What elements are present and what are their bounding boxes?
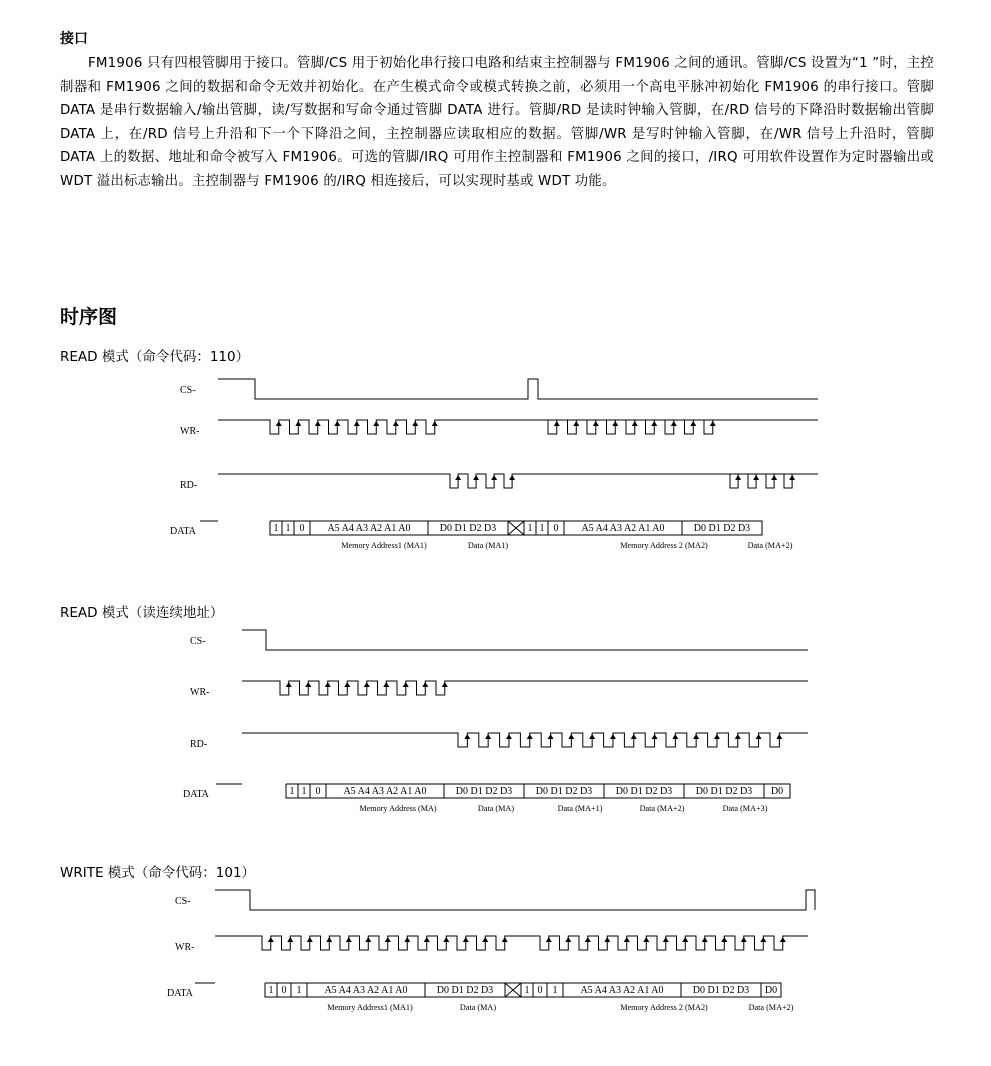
- clock-waveform-rd-arrow: [589, 734, 595, 739]
- data-row-cell-label: 1: [524, 985, 530, 996]
- clock-waveform-wr-arrow: [432, 421, 438, 426]
- data-caption: Memory Address1 (MA1): [341, 541, 427, 550]
- data-row-cell-label: 0: [299, 523, 305, 534]
- clock-waveform-rd-arrow: [735, 734, 741, 739]
- clock-waveform-wr-arrow: [663, 937, 669, 942]
- write-mode-diagram: [0, 885, 991, 1060]
- data-row-cell-label: 1: [301, 786, 307, 797]
- clock-waveform-rd-group2-arrow: [753, 475, 759, 480]
- clock-waveform-wr-arrow: [325, 682, 331, 687]
- data-row-cell-label: 0: [281, 985, 287, 996]
- clock-waveform-wr-group2-arrow: [671, 421, 677, 426]
- read-mode-title: READ 模式（命令代码：110）: [60, 349, 250, 365]
- clock-waveform-wr-arrow: [442, 682, 448, 687]
- clock-waveform-wr-arrow: [565, 937, 571, 942]
- data-row-cell-label: 0: [553, 523, 559, 534]
- clock-waveform-rd-group2-arrow: [789, 475, 795, 480]
- clock-waveform-rd-arrow: [473, 475, 479, 480]
- timing-heading: 时序图: [60, 306, 118, 328]
- clock-waveform-wr-arrow: [295, 421, 301, 426]
- signal-label-data: DATA: [170, 526, 196, 537]
- clock-waveform-rd-arrow: [464, 734, 470, 739]
- clock-waveform-wr-group2-arrow: [632, 421, 638, 426]
- clock-waveform-rd-arrow: [693, 734, 699, 739]
- clock-waveform-wr-arrow: [393, 421, 399, 426]
- signal-label-wr: WR-: [180, 426, 200, 437]
- clock-waveform-wr-group2-arrow: [554, 421, 560, 426]
- signal-label-data: DATA: [167, 988, 193, 999]
- data-row-cell-label: A5 A4 A3 A2 A1 A0: [580, 985, 664, 996]
- data-row-cell-label: D0: [770, 786, 784, 797]
- clock-waveform-wr-arrow: [373, 421, 379, 426]
- data-caption: Memory Address 2 (MA2): [620, 541, 708, 550]
- clock-waveform-rd-group2-arrow: [735, 475, 741, 480]
- data-row-cell-label: D0 D1 D2 D3: [535, 786, 593, 797]
- clock-waveform-wr-arrow: [643, 937, 649, 942]
- clock-waveform-rd-arrow: [509, 475, 515, 480]
- data-caption: Data (MA): [459, 1003, 497, 1012]
- clock-waveform-wr-arrow: [404, 937, 410, 942]
- data-caption: Data (MA): [477, 804, 515, 813]
- clock-waveform-rd: [218, 474, 818, 488]
- clock-waveform-wr: [215, 936, 808, 950]
- clock-waveform-wr-arrow: [364, 682, 370, 687]
- data-row-cell-label: A5 A4 A3 A2 A1 A0: [581, 523, 665, 534]
- data-row-cell-label: A5 A4 A3 A2 A1 A0: [327, 523, 411, 534]
- clock-waveform-wr-arrow: [424, 937, 430, 942]
- signal-label-wr: WR-: [175, 942, 195, 953]
- clock-waveform-wr-arrow: [443, 937, 449, 942]
- clock-waveform-wr-group2-arrow: [651, 421, 657, 426]
- data-row-cell-label: D0 D1 D2 D3: [615, 786, 673, 797]
- clock-waveform-rd-arrow: [776, 734, 782, 739]
- data-row-cell-label: 1: [552, 985, 558, 996]
- clock-waveform-wr-arrow: [287, 937, 293, 942]
- clock-waveform-wr-arrow: [346, 937, 352, 942]
- data-row-cell-label: D0: [764, 985, 778, 996]
- data-row-cell-label: 0: [315, 786, 321, 797]
- clock-waveform-rd-arrow: [506, 734, 512, 739]
- data-row-cell-label: D0 D1 D2 D3: [693, 523, 751, 534]
- clock-waveform-wr-arrow: [422, 682, 428, 687]
- clock-waveform-wr-arrow: [315, 421, 321, 426]
- clock-waveform-wr-arrow: [354, 421, 360, 426]
- write-mode-timing-svg: [0, 885, 991, 1060]
- clock-waveform-wr-arrow: [546, 937, 552, 942]
- clock-waveform-rd-arrow: [455, 475, 461, 480]
- data-row-cell-label: 1: [273, 523, 279, 534]
- clock-waveform-wr-arrow: [482, 937, 488, 942]
- clock-waveform-rd-arrow: [756, 734, 762, 739]
- clock-waveform-wr-arrow: [307, 937, 313, 942]
- clock-waveform-wr-arrow: [780, 937, 786, 942]
- clock-waveform-rd-group2-arrow: [771, 475, 777, 480]
- clock-waveform-wr-arrow: [702, 937, 708, 942]
- clock-waveform-wr-arrow: [604, 937, 610, 942]
- signal-label-cs: CS-: [180, 385, 196, 396]
- clock-waveform-rd-arrow: [568, 734, 574, 739]
- section-heading-interface: 接口: [60, 31, 88, 47]
- signal-label-data: DATA: [183, 789, 209, 800]
- clock-waveform-wr: [218, 420, 818, 434]
- data-caption: Data (MA+3): [722, 804, 768, 813]
- clock-waveform-wr-group2-arrow: [593, 421, 599, 426]
- data-row-cell-label: D0 D1 D2 D3: [695, 786, 753, 797]
- clock-waveform-wr-arrow: [305, 682, 311, 687]
- clock-waveform-wr-arrow: [760, 937, 766, 942]
- clock-waveform-wr-group2: [548, 420, 818, 434]
- read-continuous-diagram: [0, 625, 991, 825]
- clock-waveform-wr-arrow: [344, 682, 350, 687]
- data-row-cell-label: D0 D1 D2 D3: [455, 786, 513, 797]
- read-mode-diagram: [0, 368, 991, 578]
- clock-waveform-rd-arrow: [485, 734, 491, 739]
- interface-paragraph: FM1906 只有四根管脚用于接口。管脚/CS 用于初始化串行接口电路和结束主控制器与 FM1906 之间的通讯。管脚/CS 设置为“1 ”时，主控制器和 FM1906 之间的数据和命令无效并初始化。在产生模式命令或模式转换之前，必须用一个高电平脉冲初始化 FM1906 的串行接口。管脚 DATA 是串行数据输入/输出管脚，读/写数据和写命令通过管脚 DATA 进行。管脚/RD 是读时钟输入管脚，在/RD 信号的下降沿时数据输出管脚 DATA 上，在/RD 信号上升沿和下一个下降沿之间，主控制器应读取相应的数据。管脚/WR 是写时钟输入管脚，在/WR 信号上升沿时，管脚 DATA 上的数据、地址和命令被写入 FM1906。可选的管脚/IRQ 可用作主控制器和 FM1906 之间的接口，/IRQ 可用软件设置作为定时器输出或 WDT 溢出标志输出。主控制器与 FM1906 的/IRQ 相连接后，可以实现时基或 WDT 功能。: [60, 56, 934, 189]
- clock-waveform-wr-arrow: [276, 421, 282, 426]
- clock-waveform-wr-arrow: [326, 937, 332, 942]
- clock-waveform-wr-arrow: [365, 937, 371, 942]
- clock-waveform-wr-arrow: [383, 682, 389, 687]
- data-row-cell-label: D0 D1 D2 D3: [436, 985, 494, 996]
- data-row-cell-label: 1: [289, 786, 295, 797]
- clock-waveform-wr-group2-arrow: [710, 421, 716, 426]
- clock-waveform-wr-arrow: [385, 937, 391, 942]
- signal-label-rd: RD-: [180, 480, 198, 491]
- clock-waveform-wr-arrow: [682, 937, 688, 942]
- clock-waveform-rd-arrow: [527, 734, 533, 739]
- data-row-cell-label: 1: [268, 985, 274, 996]
- data-row-cell-label: D0 D1 D2 D3: [439, 523, 497, 534]
- data-row-cross: [508, 521, 524, 535]
- clock-waveform-rd-arrow: [491, 475, 497, 480]
- signal-label-cs: CS-: [190, 636, 206, 647]
- clock-waveform-wr: [242, 681, 808, 695]
- data-caption: Data (MA+1): [557, 804, 603, 813]
- clock-waveform-wr-arrow: [334, 421, 340, 426]
- clock-waveform-wr-arrow: [502, 937, 508, 942]
- clock-waveform-wr-arrow: [721, 937, 727, 942]
- clock-waveform-wr-arrow: [268, 937, 274, 942]
- data-row-cell-label: D0 D1 D2 D3: [692, 985, 750, 996]
- cs-waveform: [215, 890, 815, 910]
- clock-waveform-wr-arrow: [403, 682, 409, 687]
- data-row-cell-label: 1: [527, 523, 533, 534]
- cs-waveform: [242, 630, 808, 650]
- clock-waveform-wr-arrow: [585, 937, 591, 942]
- clock-waveform-rd-arrow: [672, 734, 678, 739]
- data-row-cell-label: 1: [285, 523, 291, 534]
- data-caption: Memory Address1 (MA1): [327, 1003, 413, 1012]
- cs-waveform: [218, 379, 818, 399]
- clock-waveform-wr-arrow: [624, 937, 630, 942]
- read-continuous-timing-svg: [0, 625, 991, 825]
- clock-waveform-wr-arrow: [741, 937, 747, 942]
- data-row-cell-label: 0: [537, 985, 543, 996]
- data-row-cell-label: A5 A4 A3 A2 A1 A0: [343, 786, 427, 797]
- clock-waveform-wr-arrow: [412, 421, 418, 426]
- signal-label-cs: CS-: [175, 896, 191, 907]
- data-row-cross: [505, 983, 521, 997]
- clock-waveform-rd-arrow: [714, 734, 720, 739]
- data-row-cell-label: 1: [296, 985, 302, 996]
- clock-waveform-rd-arrow: [652, 734, 658, 739]
- clock-waveform-wr-group2-arrow: [573, 421, 579, 426]
- signal-label-wr: WR-: [190, 687, 210, 698]
- data-row-cell-label: 1: [539, 523, 545, 534]
- data-caption: Data (MA+2): [639, 804, 685, 813]
- clock-waveform-wr-arrow: [463, 937, 469, 942]
- data-caption: Data (MA+2): [747, 541, 793, 550]
- data-caption: Memory Address (MA): [359, 804, 437, 813]
- signal-label-rd: RD-: [190, 739, 208, 750]
- clock-waveform-rd: [242, 733, 808, 747]
- clock-waveform-wr-arrow: [286, 682, 292, 687]
- clock-waveform-wr-group2-arrow: [612, 421, 618, 426]
- read-continuous-title: READ 模式（读连续地址）: [60, 605, 224, 621]
- clock-waveform-rd-arrow: [548, 734, 554, 739]
- data-caption: Memory Address 2 (MA2): [620, 1003, 708, 1012]
- data-caption: Data (MA1): [467, 541, 509, 550]
- read-mode-timing-svg: [0, 368, 991, 578]
- clock-waveform-rd-arrow: [610, 734, 616, 739]
- data-row-cell-label: A5 A4 A3 A2 A1 A0: [324, 985, 408, 996]
- data-caption: Data (MA+2): [748, 1003, 794, 1012]
- clock-waveform-rd-arrow: [631, 734, 637, 739]
- clock-waveform-wr-group2-arrow: [690, 421, 696, 426]
- write-mode-title: WRITE 模式（命令代码：101）: [60, 865, 256, 881]
